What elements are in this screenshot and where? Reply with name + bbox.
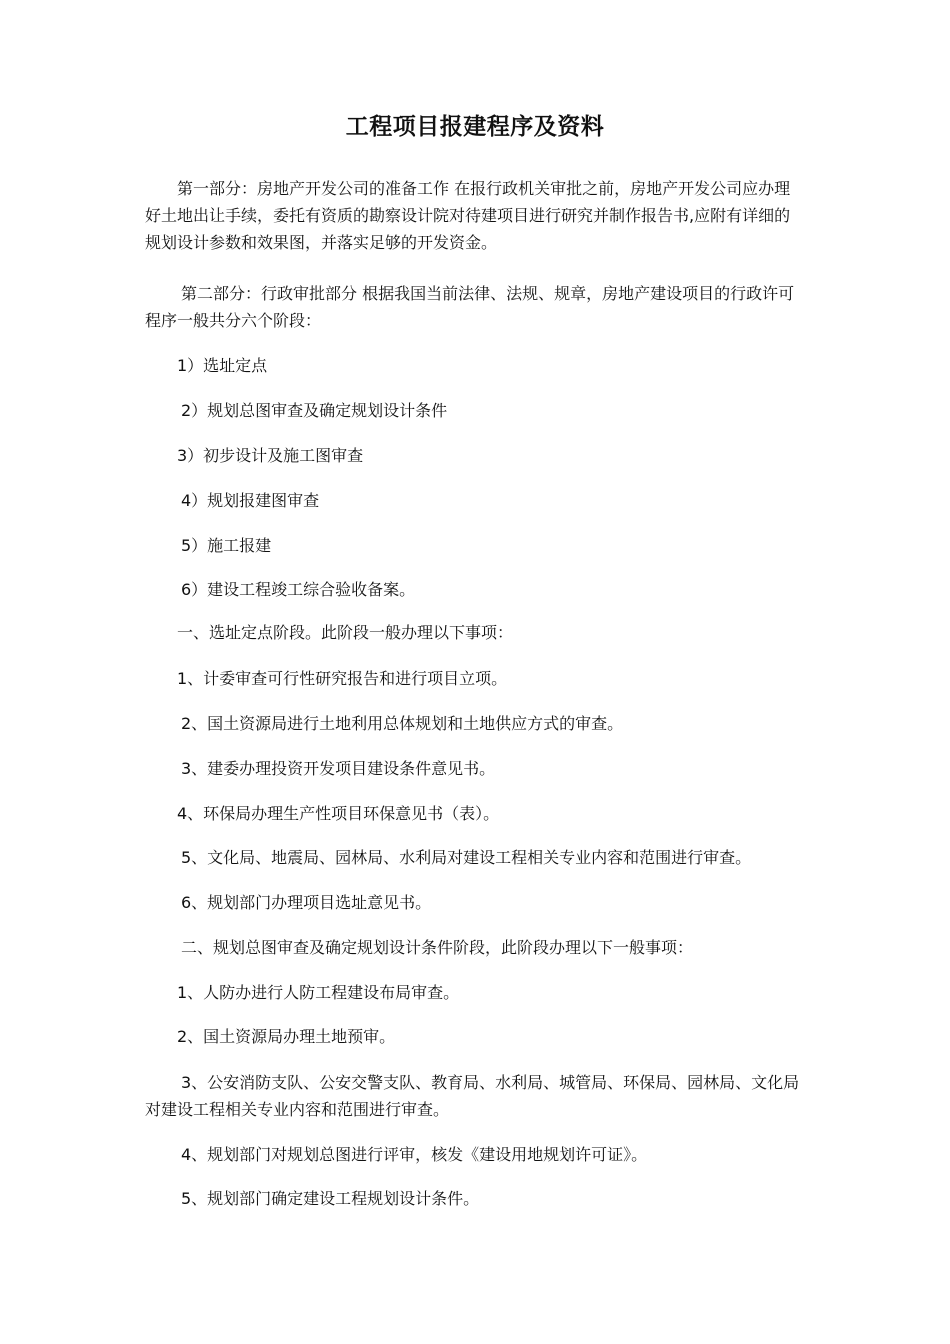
stage-item: 1）选址定点 xyxy=(177,356,268,375)
intro-paragraph-part-one: 第一部分：房地产开发公司的准备工作 在报行政机关审批之前，房地产开发公司应办理好土地出让手续，委托有资质的勘察设计院对待建项目进行研究并制作报告书,应附有详细的规划设计参数和效果图，并落实足够的开发资金。 xyxy=(145,179,791,252)
section-two-heading: 二、规划总图审查及确定规划设计条件阶段，此阶段办理以下一般事项： xyxy=(181,938,694,957)
stage-item: 5）施工报建 xyxy=(181,536,272,555)
stage-item: 3）初步设计及施工图审查 xyxy=(177,446,364,465)
section-two-item: 4、规划部门对规划总图进行评审，核发《建设用地规划许可证》。 xyxy=(181,1145,648,1164)
section-one-item: 3、建委办理投资开发项目建设条件意见书。 xyxy=(181,759,496,778)
stage-item: 2）规划总图审查及确定规划设计条件 xyxy=(181,401,448,420)
section-one-item: 1、计委审查可行性研究报告和进行项目立项。 xyxy=(177,669,508,688)
section-one-item: 4、环保局办理生产性项目环保意见书（表）。 xyxy=(177,804,500,823)
section-two-item: 5、规划部门确定建设工程规划设计条件。 xyxy=(181,1189,480,1208)
section-one-item: 2、国土资源局进行土地利用总体规划和土地供应方式的审查。 xyxy=(181,714,624,733)
intro-paragraph-part-two: 第二部分：行政审批部分 根据我国当前法律、法规、规章，房地产建设项目的行政许可程序一般共分六个阶段： xyxy=(145,284,795,330)
section-two-item: 3、公安消防支队、公安交警支队、教育局、水利局、城管局、环保局、园林局、文化局对建设工程相关专业内容和范围进行审查。 xyxy=(145,1073,800,1119)
stage-item: 6）建设工程竣工综合验收备案。 xyxy=(181,580,416,599)
section-two-item: 2、国土资源局办理土地预审。 xyxy=(177,1027,396,1046)
document-title: 工程项目报建程序及资料 xyxy=(345,114,605,140)
stage-item: 4）规划报建图审查 xyxy=(181,491,320,510)
section-two-item: 1、人防办进行人防工程建设布局审查。 xyxy=(177,983,460,1002)
section-one-heading: 一、选址定点阶段。此阶段一般办理以下事项： xyxy=(177,623,514,642)
section-one-item: 6、规划部门办理项目选址意见书。 xyxy=(181,893,432,912)
section-one-item: 5、文化局、地震局、园林局、水利局对建设工程相关专业内容和范围进行审查。 xyxy=(181,848,752,867)
